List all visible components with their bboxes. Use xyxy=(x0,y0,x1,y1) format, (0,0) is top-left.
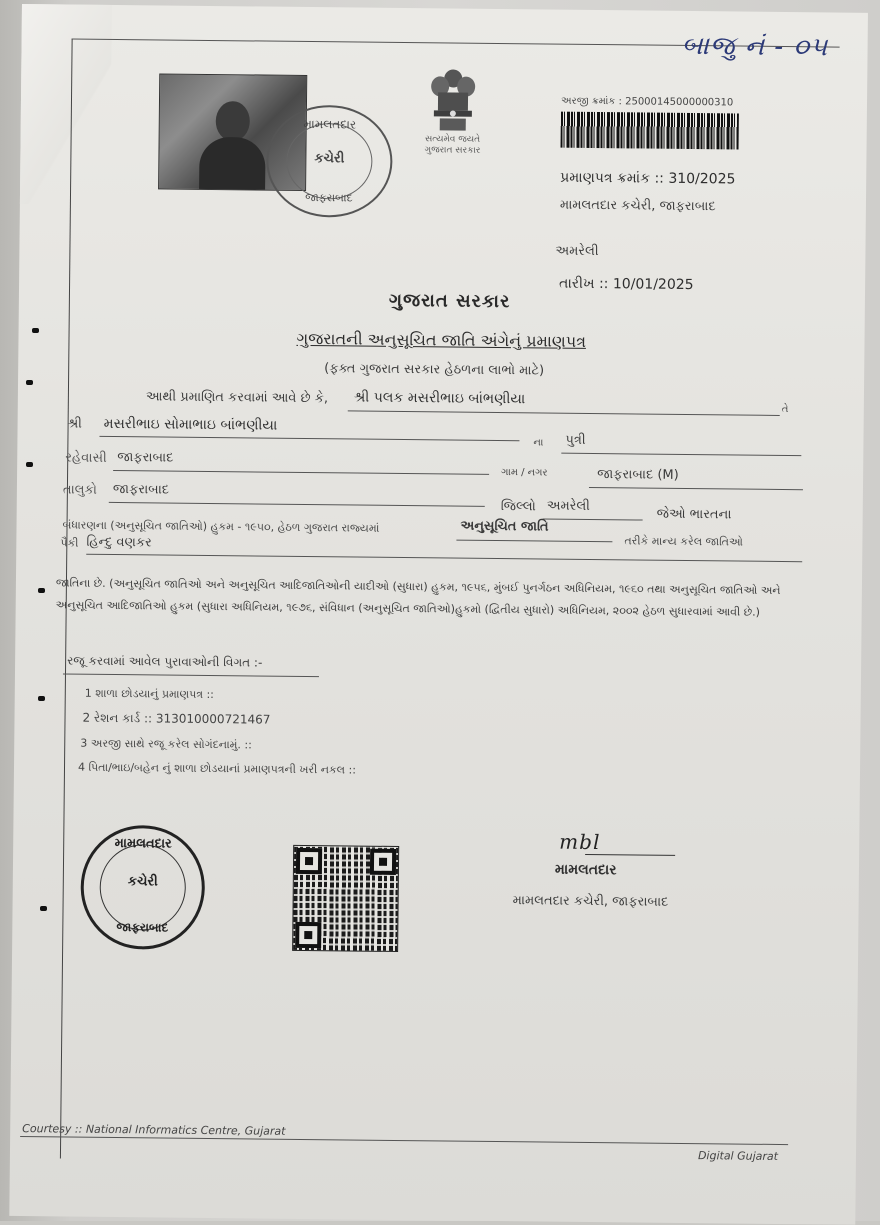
photo-stamp-line2: કચેરી xyxy=(314,151,345,167)
line4-suffix: જેઓ ભારતના xyxy=(656,506,732,523)
photo-stamp-line3: જાફરાબાદ xyxy=(305,190,353,205)
certificate-page xyxy=(9,4,868,1225)
emblem-caption: ગુજરાત સરકાર xyxy=(424,145,481,156)
margin-speck xyxy=(26,462,33,467)
photo-stamp-line1: મામલતદાર xyxy=(303,116,357,132)
evidence-item-2: 2 રેશન કાર્ડ :: 313010000721467 xyxy=(82,710,271,727)
footer-brand: Digital Gujarat xyxy=(697,1149,779,1163)
state-emblem xyxy=(412,66,493,169)
handwritten-page-note: બાજુ નં - ૦૫ xyxy=(681,30,829,63)
relation-value: પુત્રી xyxy=(565,432,586,448)
taluka-value: જાફરાબાદ xyxy=(112,481,170,498)
evidence-item-3: 3 અરજી સાથે રજૂ કરેલ સોગંદનામું. :: xyxy=(80,736,252,752)
cert-intro: આથી પ્રમાણિત કરવામાં આવે છે કે, xyxy=(145,389,329,407)
certificate-subtitle: (ફક્ત ગુજરાત સરકાર હેઠળના લાભો માટે) xyxy=(324,361,545,379)
issue-date: તારીખ :: 10/01/2025 xyxy=(559,275,694,294)
district-top: અમરેલી xyxy=(555,243,599,260)
lion-capital-icon xyxy=(426,66,481,135)
application-barcode xyxy=(561,112,739,150)
office-name-top: મામલતદાર કચેરી, જાફરાબાદ xyxy=(559,197,716,215)
margin-speck xyxy=(38,588,45,593)
officer-signature: mbl xyxy=(559,829,601,855)
margin-speck xyxy=(32,328,39,333)
footer-courtesy: Courtesy :: National Informatics Centre, Gujarat xyxy=(22,1122,286,1138)
caste-value: હિન્દુ વણકર xyxy=(86,534,152,551)
district-value: અમરેલી xyxy=(546,498,591,514)
village-underline xyxy=(589,466,803,490)
resident-label: રહેવાસી xyxy=(65,450,107,466)
resident-underline xyxy=(113,449,489,475)
margin-speck xyxy=(40,906,47,911)
village-label: ગામ / નગર xyxy=(501,467,548,479)
shri-label: શ્રી xyxy=(67,416,83,432)
certificate-title: ગુજરાતની અનુસૂચિત જાતિ અંગેનું પ્રમાણપત્ર xyxy=(296,328,587,351)
signatory-title: મામલતદાર xyxy=(554,861,617,879)
gov-heading: ગુજરાત સરકાર xyxy=(388,289,511,313)
name-underline xyxy=(348,387,780,416)
father-name: મસરીભાઇ સોમાભાઇ બાંભણીયા xyxy=(103,415,278,434)
margin-speck xyxy=(38,696,45,701)
father-underline xyxy=(99,415,519,441)
office-stamp-line3: જાફરાબાદ xyxy=(116,920,169,935)
legal-paragraph: જાતિના છે. (અનુસૂચિત જાતિઓ અને અનુસૂચિત આદિજાતિઓની યાદીઓ (સુધારા) હુકમ, ૧૯૫૬, મુંબઈ પુનર્ગઠન અધિનિયમ, ૧૯૬૦ તથા અનુસૂચિત જાતિઓ અને અનુસૂચિત આદિજાતિઓ હુકમ (સુધારા અધિનિયમ, ૧૯૭૬, સંવિધાન (અનુસૂચિત જાતિઓ)હુકમો (દ્વિતીય સુધારો) અધિનિયમ, ૨૦૦૨ હેઠળ સુધારવામાં આવી છે.) xyxy=(55,576,781,619)
evidence-item-1: 1 શાળા છોડયાનું પ્રમાણપત્ર :: xyxy=(84,686,214,702)
verification-qr-code xyxy=(292,845,399,952)
emblem-motto: સત્યમેવ જયતે xyxy=(424,134,481,145)
taluka-label: તાલુકો xyxy=(62,482,98,498)
evidence-heading: રજૂ કરવામાં આવેલ પુરાવાઓની વિગત :- xyxy=(67,653,263,670)
evidence-heading-underline xyxy=(63,652,319,677)
line5-suffix: તરીકે માન્ય કરેલ જાતિઓ xyxy=(624,534,743,549)
applicant-name: શ્રી પલક મસરીભાઇ બાંભણીયા xyxy=(353,389,526,408)
office-stamp-line2: કચેરી xyxy=(127,874,158,890)
na-label: ના xyxy=(533,437,544,449)
line1-suffix: તે xyxy=(781,403,789,416)
photo-seal-stamp xyxy=(266,105,393,218)
resident-value: જાફરાબાદ xyxy=(117,450,174,466)
paiki-label: પૈકી xyxy=(60,536,79,550)
category-value: અનુસૂચિત જાતિ xyxy=(460,518,549,535)
district-label: જિલ્લો xyxy=(500,499,536,515)
line5-prefix: બંધારણના (અનુસૂચિત જાતિઓ) હુકમ - ૧૯૫૦, હેઠળ ગુજરાત રાજ્યમાં xyxy=(62,518,380,535)
margin-speck xyxy=(26,380,33,385)
application-number: અરજી ક્રમાંક : 25000145000000310 xyxy=(560,95,734,109)
evidence-item-4: 4 પિતા/ભાઇ/બહેન નું શાળા છોડયાનાં પ્રમાણપત્રની ખરી નકલ :: xyxy=(77,760,357,777)
taluka-underline xyxy=(109,481,485,507)
office-stamp-line1: મામલતદાર xyxy=(114,836,172,852)
office-seal-stamp xyxy=(80,825,205,950)
village-value: જાફરાબાદ (M) xyxy=(597,467,679,483)
signatory-office: મામલતદાર કચેરી, જાફરાબાદ xyxy=(512,893,669,910)
certificate-number: પ્રમાણપત્ર ક્રમાંક :: 310/2025 xyxy=(560,169,736,188)
relation-underline xyxy=(561,432,801,457)
